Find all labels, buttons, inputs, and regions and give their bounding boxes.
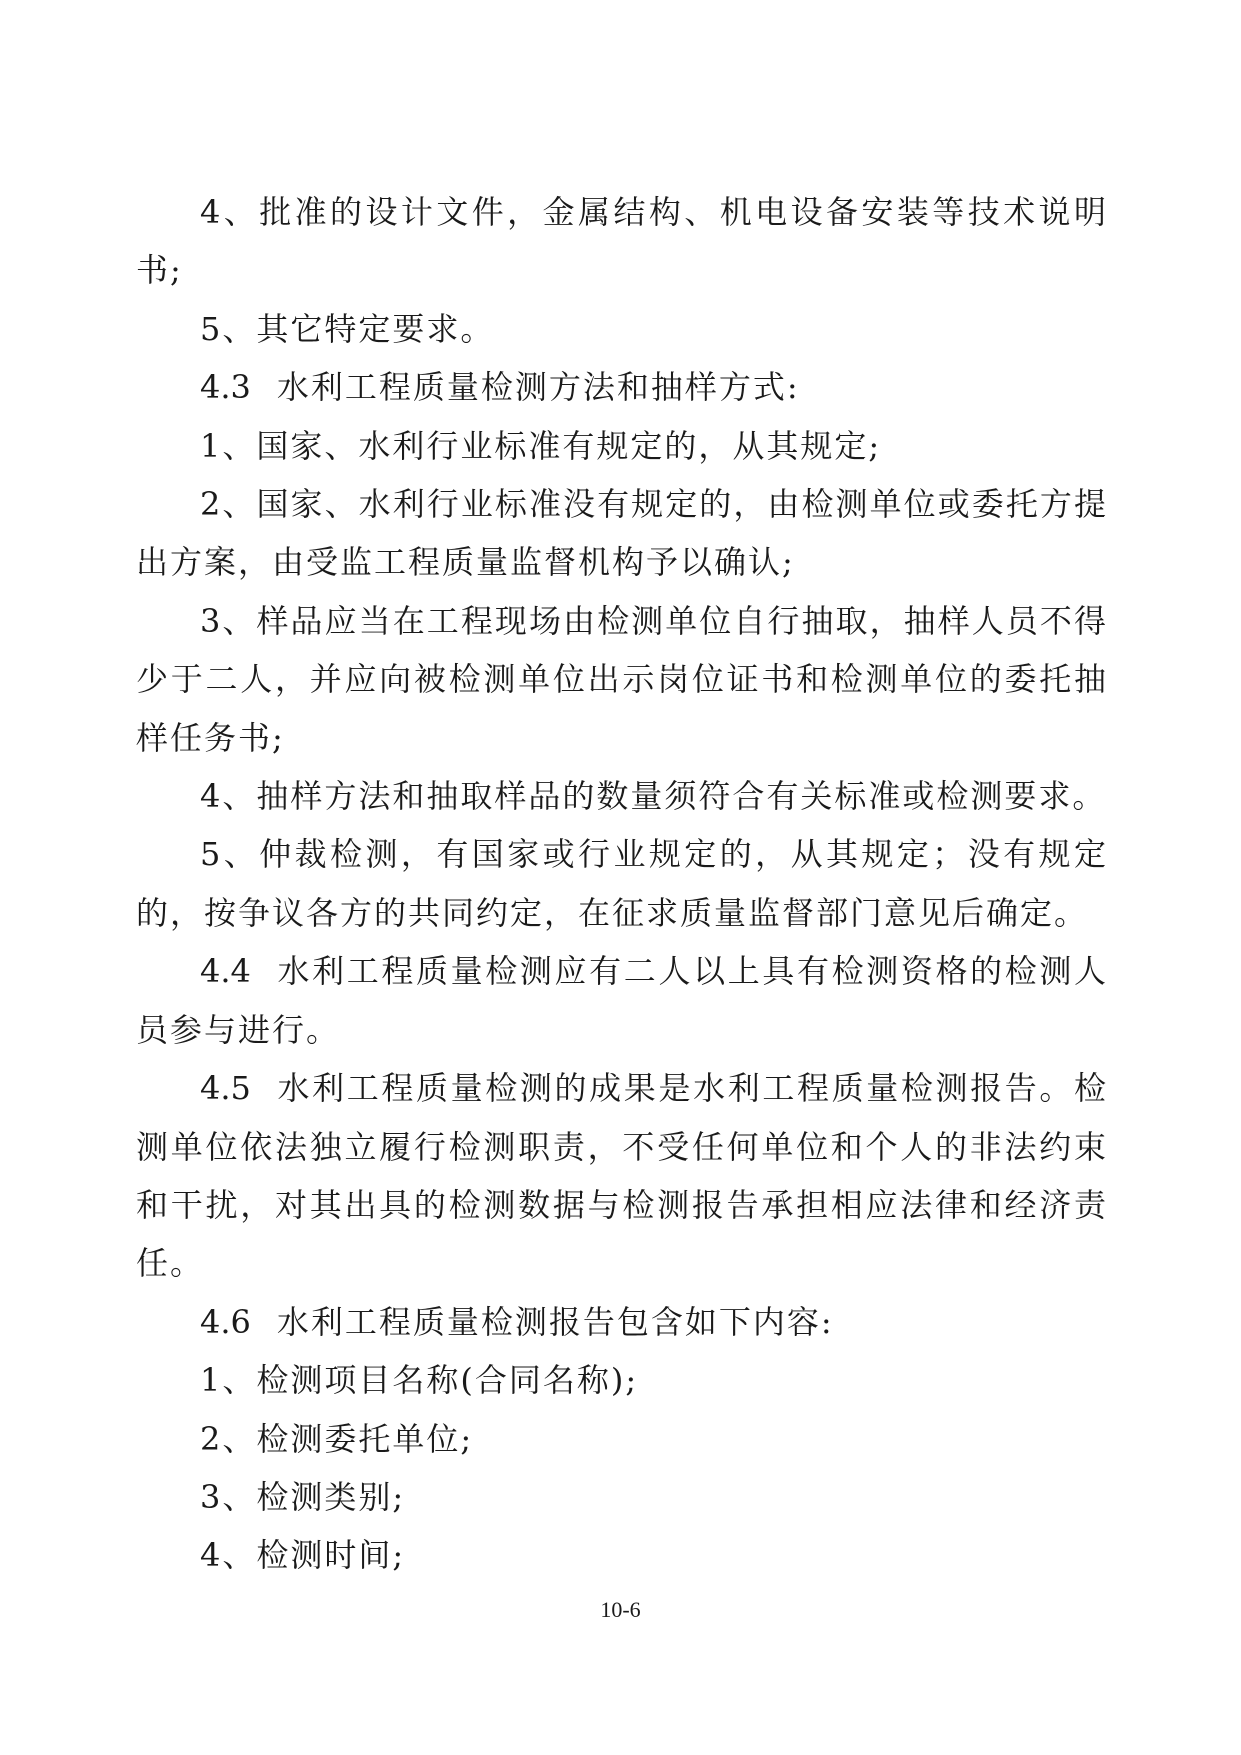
paragraph: 4、抽样方法和抽取样品的数量须符合有关标准或检测要求。 [200, 777, 1107, 816]
section-number: 4.4 [200, 952, 251, 991]
section-paragraph: 4.3 水利工程质量检测方法和抽样方式: [200, 368, 800, 407]
paragraph: 1、国家、水利行业标准有规定的，从其规定; [200, 426, 882, 465]
section-number: 4.6 [200, 1302, 251, 1341]
paragraph: 3、检测类别; [200, 1477, 406, 1516]
section-paragraph: 4.5 水利工程质量检测的成果是水利工程质量检测报告。检测单位依法独立履行检测职责，不受任何单位和个人的非法约束和干扰，对其出具的检测数据与检测报告承担相应法律和经济责任。 [136, 1069, 1108, 1283]
section-number: 4.5 [200, 1069, 251, 1108]
document-body [136, 183, 1108, 1585]
paragraph: 4、批准的设计文件，金属结构、机电设备安装等技术说明书; [136, 193, 1108, 290]
paragraph: 5、仲裁检测，有国家或行业规定的，从其规定；没有规定的，按争议各方的共同约定，在征求质量监督部门意见后确定。 [136, 835, 1108, 932]
paragraph: 2、检测委托单位; [200, 1419, 474, 1458]
section-paragraph: 4.4 水利工程质量检测应有二人以上具有检测资格的检测人员参与进行。 [136, 952, 1108, 1049]
page-number: 10-6 [600, 1597, 641, 1622]
paragraph: 3、样品应当在工程现场由检测单位自行抽取，抽样人员不得少于二人，并应向被检测单位出示岗位证书和检测单位的委托抽样任务书; [136, 601, 1108, 757]
paragraph: 2、国家、水利行业标准没有规定的，由检测单位或委托方提出方案，由受监工程质量监督机构予以确认; [136, 485, 1108, 582]
section-paragraph: 4.6 水利工程质量检测报告包含如下内容: [200, 1302, 834, 1341]
paragraph: 4、检测时间; [200, 1536, 406, 1575]
paragraph: 1、检测项目名称(合同名称); [200, 1361, 639, 1400]
section-number: 4.3 [200, 368, 251, 407]
paragraph: 5、其它特定要求。 [200, 309, 495, 348]
